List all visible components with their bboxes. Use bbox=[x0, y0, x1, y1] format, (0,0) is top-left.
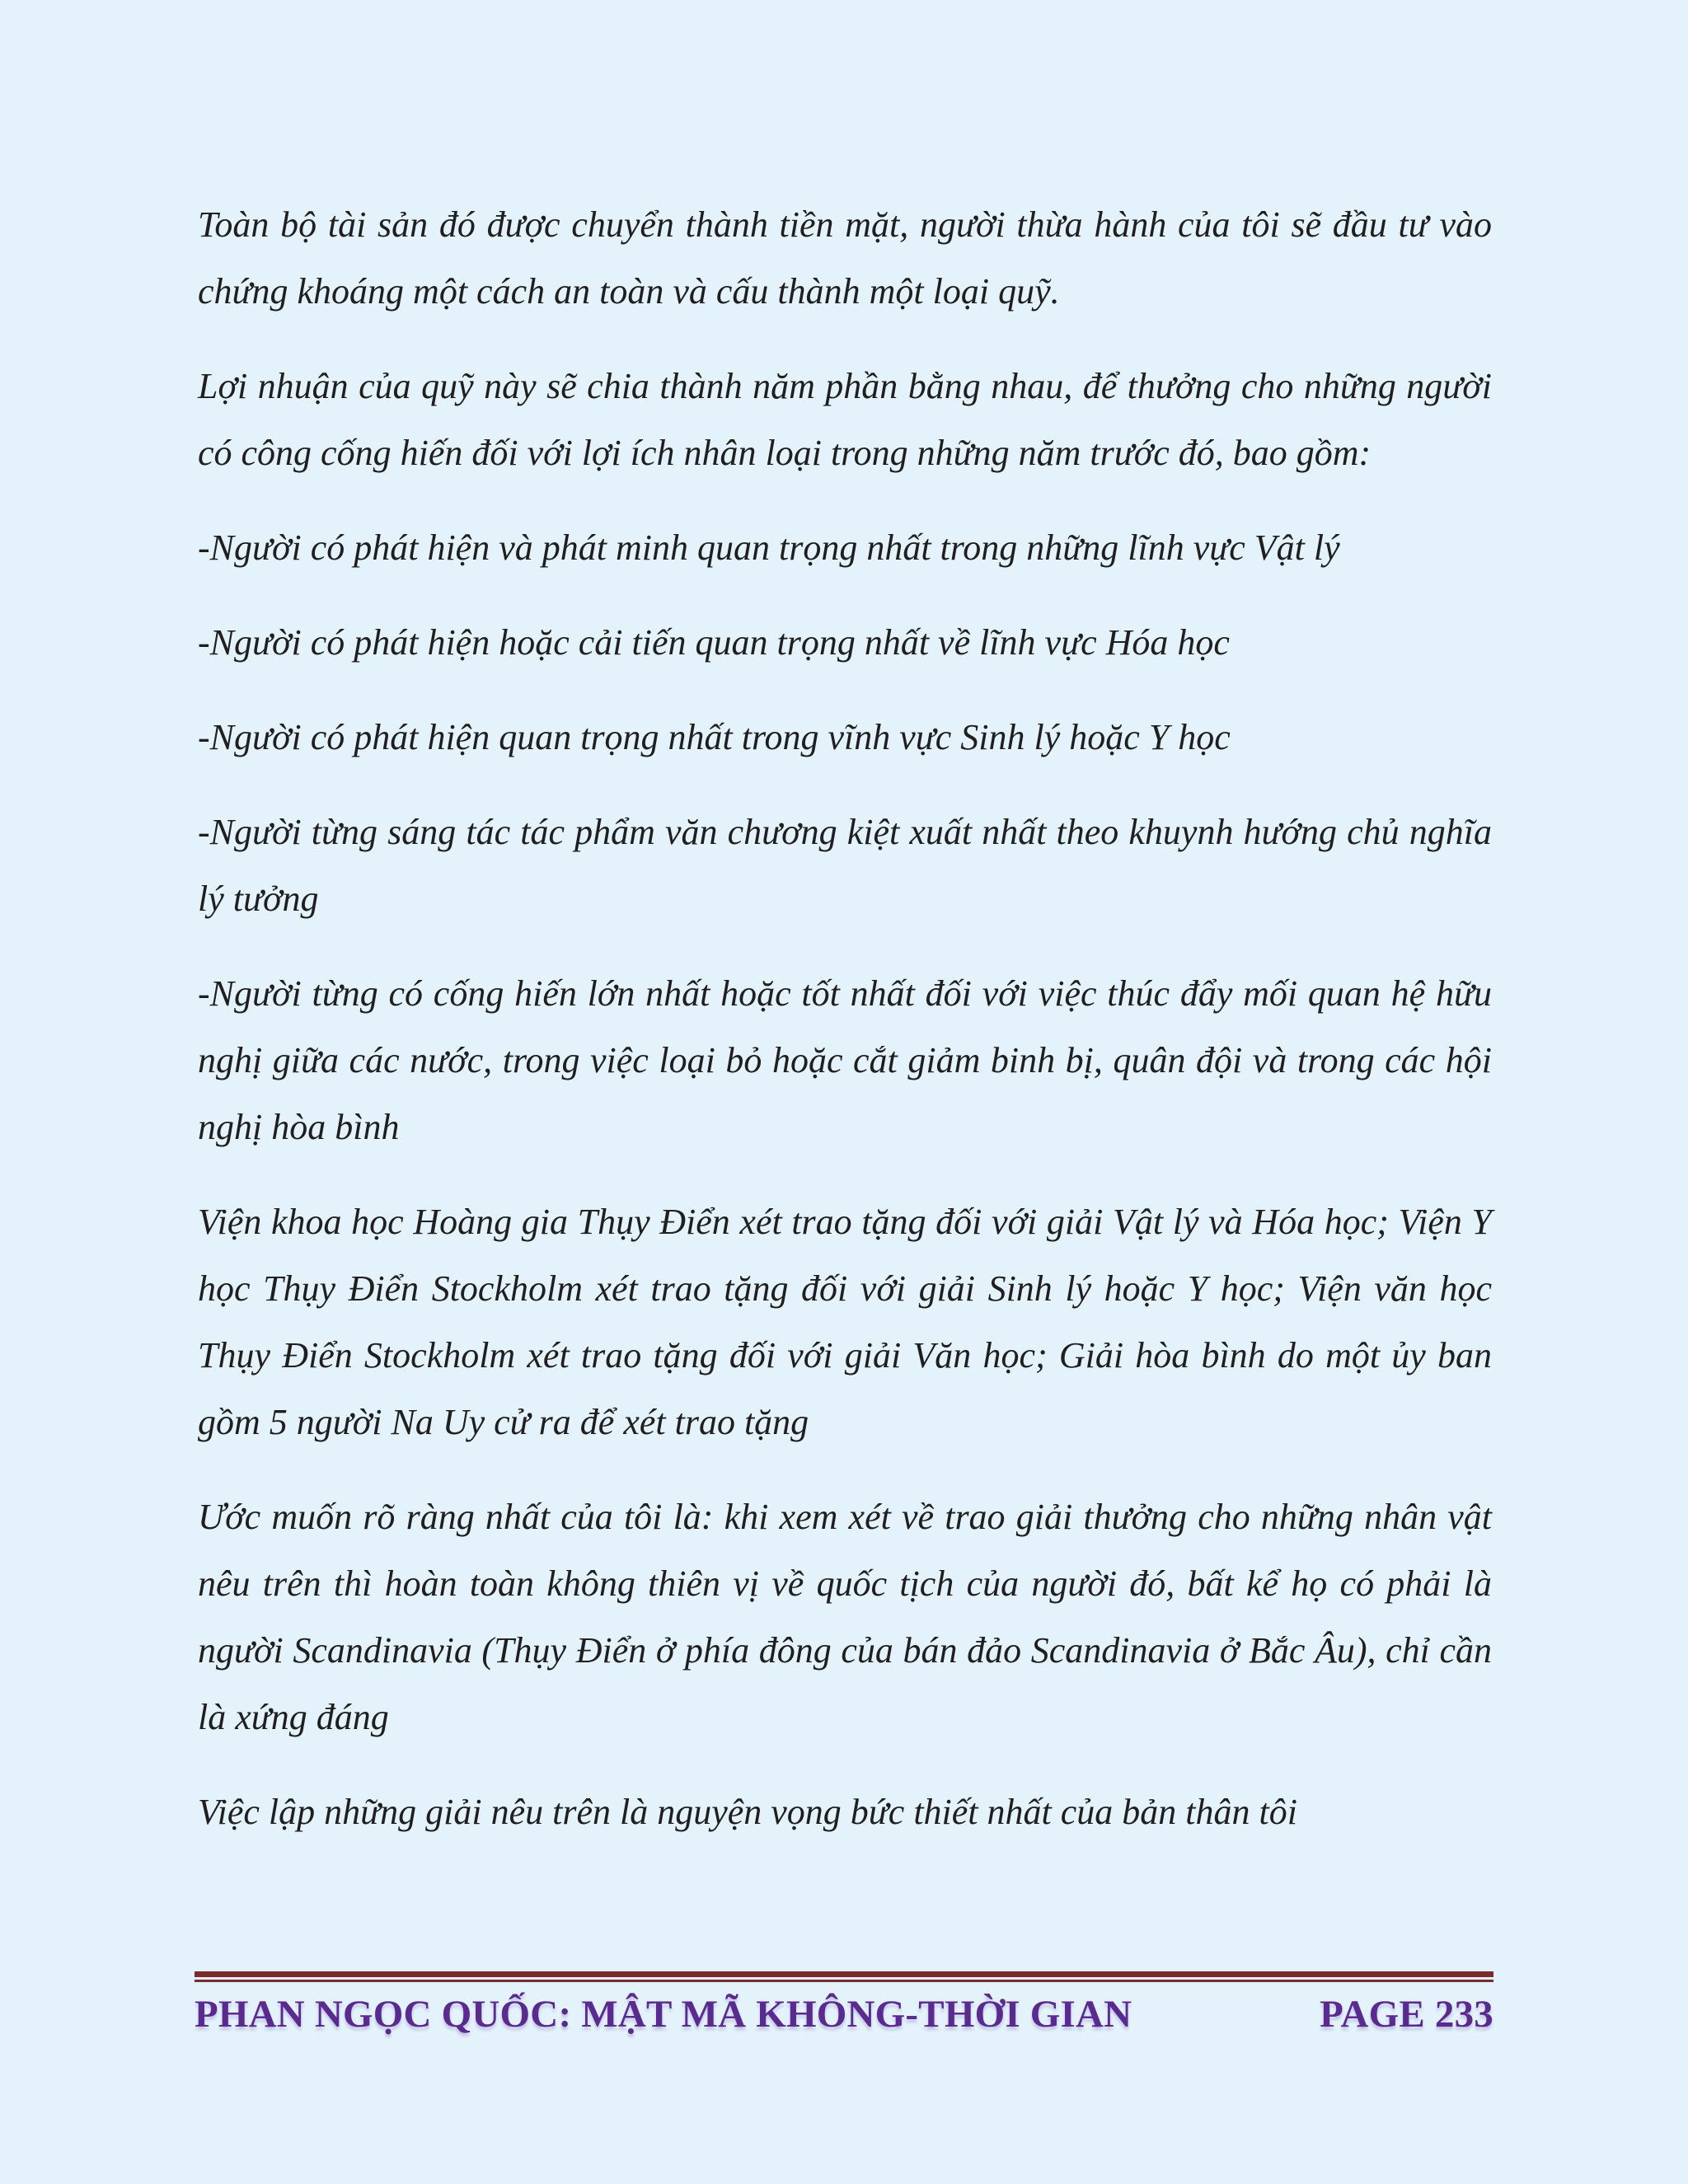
page-footer bbox=[195, 1971, 1493, 2036]
list-item: -Người có phát hiện và phát minh quan trọng nhất trong những lĩnh vực Vật lý bbox=[198, 527, 1340, 568]
footer-row bbox=[195, 1992, 1493, 2036]
footer-divider bbox=[195, 1971, 1493, 1977]
paragraph: Lợi nhuận của quỹ này sẽ chia thành năm phần bằng nhau, để thưởng cho những người có công cống hiến đối với lợi ích nhân loại trong những năm trước đó, bao gồm: bbox=[198, 366, 1492, 473]
document-body bbox=[198, 191, 1492, 1873]
footer-divider-thin bbox=[195, 1980, 1493, 1982]
list-item: -Người từng có cống hiến lớn nhất hoặc tốt nhất đối với việc thúc đẩy mối quan hệ hữu nghị giữa các nước, trong việc loại bỏ hoặc cắt giảm binh bị, quân đội và trong các hội nghị hòa bình bbox=[198, 973, 1492, 1147]
paragraph: Viện khoa học Hoàng gia Thụy Điển xét trao tặng đối với giải Vật lý và Hóa học; Viện Y học Thụy Điển Stockholm xét trao tặng đối với giải Sinh lý hoặc Y học; Viện văn học Thụy Điển Stockholm xét trao tặng đối với giải Văn học; Giải hòa bình do một ủy ban gồm 5 người Na Uy cử ra để xét trao tặng bbox=[198, 1202, 1492, 1442]
list-item: -Người có phát hiện hoặc cải tiến quan trọng nhất về lĩnh vực Hóa học bbox=[198, 622, 1230, 663]
list-item: -Người từng sáng tác tác phẩm văn chương kiệt xuất nhất theo khuynh hướng chủ nghĩa lý tưởng bbox=[198, 812, 1492, 919]
footer-title: PHAN NGỌC QUỐC: MẬT MÃ KHÔNG-THỜI GIAN bbox=[195, 1993, 1132, 2036]
list-item: -Người có phát hiện quan trọng nhất trong vĩnh vực Sinh lý hoặc Y học bbox=[198, 717, 1231, 757]
page-number: PAGE 233 bbox=[1320, 1993, 1493, 2036]
paragraph: Toàn bộ tài sản đó được chuyển thành tiền mặt, người thừa hành của tôi sẽ đầu tư vào chứng khoáng một cách an toàn và cấu thành một loại quỹ. bbox=[198, 204, 1492, 312]
paragraph: Ước muốn rõ ràng nhất của tôi là: khi xem xét về trao giải thưởng cho những nhân vật nêu trên thì hoàn toàn không thiên vị về quốc tịch của người đó, bất kể họ có phải là người Scandinavia (Thụy Điển ở phía đông của bán đảo Scandinavia ở Bắc Âu), chỉ cần là xứng đáng bbox=[198, 1497, 1492, 1737]
paragraph: Việc lập những giải nêu trên là nguyện vọng bức thiết nhất của bản thân tôi bbox=[198, 1792, 1297, 1832]
